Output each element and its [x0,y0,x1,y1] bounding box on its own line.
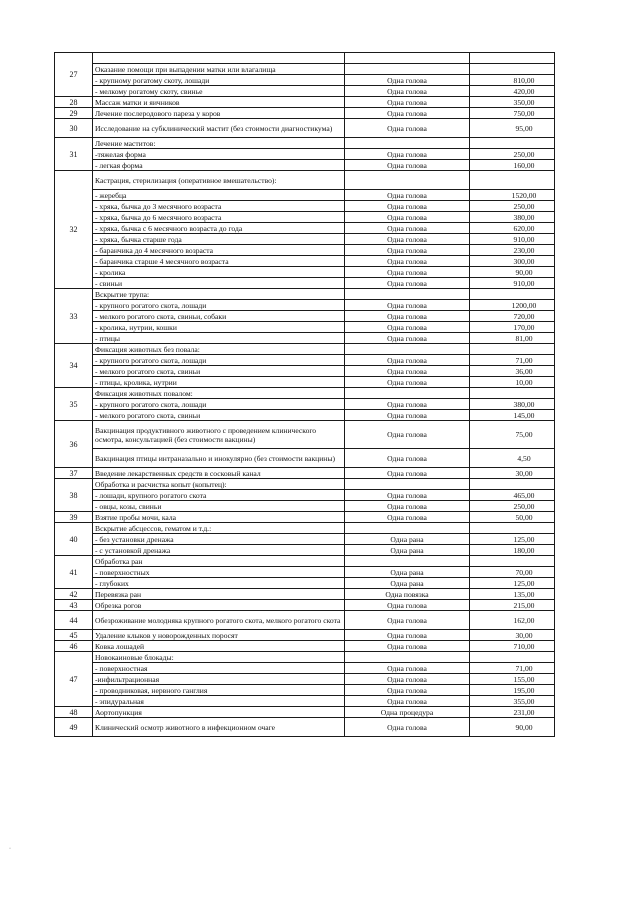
unit-cell: Одна голова [345,333,470,344]
services-table-body [55,53,555,737]
price-cell: 162,00 [470,611,555,630]
service-description: - птицы, кролика, нутрии [93,377,345,388]
item-number: 35 [55,388,93,421]
price-cell: 4,50 [470,449,555,468]
table-row [55,652,555,663]
unit-cell: Одна голова [345,245,470,256]
service-description: - баранчика до 4 месячного возраста [93,245,345,256]
service-description: - крупному рогатому скоту, лошади [93,75,345,86]
unit-cell [345,344,470,355]
service-description: - мелкому рогатому скоту, свинье [93,86,345,97]
unit-cell [345,523,470,534]
service-description: - легкая форма [93,160,345,171]
unit-cell: Одна голова [345,377,470,388]
unit-cell: Одна голова [345,501,470,512]
price-cell: 125,00 [470,578,555,589]
service-description: - мелкого рогатого скота, свиньи, собаки [93,311,345,322]
unit-cell: Одна голова [345,160,470,171]
service-description: - жеребца [93,190,345,201]
table-row [55,267,555,278]
table-row [55,300,555,311]
unit-cell: Одна голова [345,611,470,630]
price-cell [470,479,555,490]
service-description: Вакцинация птицы интраназально и инокулярно (без стоимости вакцины) [93,449,345,468]
price-cell: 10,00 [470,377,555,388]
item-number: 38 [55,479,93,512]
item-number: 48 [55,707,93,718]
price-cell [470,523,555,534]
table-row [55,556,555,567]
price-cell: 50,00 [470,512,555,523]
unit-cell: Одна голова [345,190,470,201]
item-number: 44 [55,611,93,630]
unit-cell [345,138,470,149]
service-description: Обработка ран [93,556,345,567]
table-row [55,201,555,212]
service-description: Перевязка ран [93,589,345,600]
table-row [55,410,555,421]
table-row [55,278,555,289]
services-table [54,52,555,737]
price-cell: 380,00 [470,399,555,410]
price-cell: 420,00 [470,86,555,97]
table-row [55,97,555,108]
unit-cell: Одна голова [345,311,470,322]
unit-cell: Одна повязка [345,589,470,600]
service-description: - лошади, крупного рогатого скота [93,490,345,501]
table-row [55,567,555,578]
service-description: Кастрация, стерилизация (оперативное вмешательство): [93,171,345,190]
price-cell: 620,00 [470,223,555,234]
unit-cell: Одна голова [345,212,470,223]
unit-cell: Одна голова [345,322,470,333]
table-row [55,641,555,652]
table-row [55,707,555,718]
unit-cell: Одна голова [345,630,470,641]
price-cell: 231,00 [470,707,555,718]
table-row [55,421,555,449]
item-number: 32 [55,171,93,289]
price-cell: 250,00 [470,201,555,212]
price-cell: 70,00 [470,567,555,578]
item-number: 49 [55,718,93,737]
price-cell: 90,00 [470,718,555,737]
service-description: Лечение послеродового пареза у коров [93,108,345,119]
unit-cell: Одна голова [345,278,470,289]
service-description: Обезроживание молодняка крупного рогатого скота, мелкого рогатого скота [93,611,345,630]
price-cell: 195,00 [470,685,555,696]
service-description: - баранчика старше 4 месячного возраста [93,256,345,267]
page-mark: · [9,846,11,852]
table-row [55,86,555,97]
service-description: Обрезка рогов [93,600,345,611]
price-cell: 81,00 [470,333,555,344]
unit-cell [345,388,470,399]
price-cell: 30,00 [470,468,555,479]
price-cell [470,53,555,64]
service-description: Фиксация животных без повала: [93,344,345,355]
unit-cell: Одна голова [345,234,470,245]
unit-cell: Одна голова [345,600,470,611]
price-cell: 300,00 [470,256,555,267]
unit-cell: Одна голова [345,674,470,685]
service-description: -инфильтрационная [93,674,345,685]
service-description: - хряка, бычка с 6 месячного возраста до года [93,223,345,234]
service-description: - овцы, козы, свиньи [93,501,345,512]
service-description: - кролика [93,267,345,278]
table-row [55,468,555,479]
table-row [55,611,555,630]
item-number: 34 [55,344,93,388]
table-row [55,160,555,171]
price-cell [470,171,555,190]
price-cell: 710,00 [470,641,555,652]
item-number: 30 [55,119,93,138]
table-row [55,630,555,641]
unit-cell: Одна голова [345,696,470,707]
service-description: Вакцинация продуктивного животного с проведением клинического осмотра, консультацией (без стоимости вакцины) [93,421,345,449]
table-row [55,149,555,160]
service-description: Массаж матки и яичников [93,97,345,108]
service-description: Новокаиновые блокады: [93,652,345,663]
service-description: - крупного рогатого скота, лошади [93,355,345,366]
table-row [55,388,555,399]
unit-cell: Одна голова [345,468,470,479]
item-number: 43 [55,600,93,611]
unit-cell: Одна рана [345,545,470,556]
item-number: 42 [55,589,93,600]
price-cell: 180,00 [470,545,555,556]
price-cell: 71,00 [470,355,555,366]
item-number: 40 [55,523,93,556]
table-row [55,685,555,696]
service-description: - глубоких [93,578,345,589]
table-row [55,479,555,490]
table-row [55,718,555,737]
service-description: Взятие пробы мочи, кала [93,512,345,523]
unit-cell: Одна голова [345,86,470,97]
table-row [55,322,555,333]
price-cell: 910,00 [470,278,555,289]
table-row [55,234,555,245]
table-row [55,696,555,707]
unit-cell: Одна голова [345,355,470,366]
price-cell: 250,00 [470,149,555,160]
table-row [55,523,555,534]
table-row [55,545,555,556]
unit-cell [345,479,470,490]
price-cell: 910,00 [470,234,555,245]
price-cell: 90,00 [470,267,555,278]
price-cell: 230,00 [470,245,555,256]
price-cell: 355,00 [470,696,555,707]
item-number: 47 [55,652,93,707]
unit-cell: Одна голова [345,119,470,138]
service-description: Клинический осмотр животного в инфекционном очаге [93,718,345,737]
price-cell: 75,00 [470,421,555,449]
service-description: - хряка, бычка до 3 месячного возраста [93,201,345,212]
price-cell [470,652,555,663]
unit-cell: Одна голова [345,399,470,410]
service-description: - крупного рогатого скота, лошади [93,300,345,311]
service-description: Введение лекарственных средств в сосковый канал [93,468,345,479]
price-cell: 135,00 [470,589,555,600]
service-description: Лечение маститов: [93,138,345,149]
service-description: - эпидуральная [93,696,345,707]
table-row [55,311,555,322]
service-description: - мелкого рогатого скота, свиньи [93,366,345,377]
table-row [55,366,555,377]
price-cell: 145,00 [470,410,555,421]
unit-cell [345,64,470,75]
service-description: - крупного рогатого скота, лошади [93,399,345,410]
price-cell: 95,00 [470,119,555,138]
unit-cell: Одна голова [345,449,470,468]
unit-cell: Одна голова [345,300,470,311]
price-cell [470,344,555,355]
price-cell [470,289,555,300]
price-cell: 30,00 [470,630,555,641]
service-description: - хряка, бычка до 6 месячного возраста [93,212,345,223]
table-row [55,534,555,545]
table-row [55,512,555,523]
service-description: -тяжелая форма [93,149,345,160]
table-row [55,490,555,501]
price-cell: 215,00 [470,600,555,611]
service-description: Исследование на субклинический мастит (без стоимости диагностикума) [93,119,345,138]
price-cell [470,556,555,567]
unit-cell: Одна голова [345,663,470,674]
unit-cell: Одна голова [345,512,470,523]
table-row [55,212,555,223]
table-row [55,333,555,344]
item-number: 46 [55,641,93,652]
price-cell: 36,00 [470,366,555,377]
item-number: 39 [55,512,93,523]
item-number: 27 [55,53,93,97]
item-number: 41 [55,556,93,589]
table-row [55,399,555,410]
service-description: Вскрытие трупа: [93,289,345,300]
unit-cell [345,53,470,64]
item-number: 45 [55,630,93,641]
service-description: Удаление клыков у новорожденных поросят [93,630,345,641]
table-row [55,223,555,234]
price-cell: 720,00 [470,311,555,322]
table-row [55,589,555,600]
service-description: Вскрытие абсцессов, гематом и т.д.: [93,523,345,534]
unit-cell: Одна голова [345,223,470,234]
price-cell: 380,00 [470,212,555,223]
price-cell [470,138,555,149]
price-cell: 250,00 [470,501,555,512]
service-description: - птицы [93,333,345,344]
unit-cell [345,556,470,567]
table-row [55,108,555,119]
price-cell: 465,00 [470,490,555,501]
price-cell [470,388,555,399]
table-row [55,344,555,355]
unit-cell: Одна голова [345,108,470,119]
service-description: - без установки дренажа [93,534,345,545]
price-cell: 350,00 [470,97,555,108]
service-description: Ковка лошадей [93,641,345,652]
unit-cell: Одна голова [345,267,470,278]
service-description: Аортопункция [93,707,345,718]
item-number: 36 [55,421,93,468]
service-description: - проводниковая, нервного ганглия [93,685,345,696]
unit-cell: Одна голова [345,366,470,377]
price-list [54,52,554,737]
table-row [55,53,555,64]
price-cell: 810,00 [470,75,555,86]
unit-cell [345,652,470,663]
price-cell: 1520,00 [470,190,555,201]
item-number: 28 [55,97,93,108]
service-description: - поверхностная [93,663,345,674]
unit-cell [345,171,470,190]
unit-cell: Одна голова [345,421,470,449]
table-row [55,245,555,256]
table-row [55,75,555,86]
price-cell: 71,00 [470,663,555,674]
unit-cell: Одна голова [345,718,470,737]
table-row [55,501,555,512]
table-row [55,171,555,190]
service-description: - кролика, нутрии, кошки [93,322,345,333]
table-row [55,138,555,149]
unit-cell: Одна голова [345,685,470,696]
service-description: - поверхностных [93,567,345,578]
table-row [55,663,555,674]
item-number: 31 [55,138,93,171]
item-number: 33 [55,289,93,344]
item-number: 29 [55,108,93,119]
unit-cell: Одна рана [345,567,470,578]
service-description: - мелкого рогатого скота, свиньи [93,410,345,421]
unit-cell: Одна рана [345,534,470,545]
service-description: - с установкой дренажа [93,545,345,556]
table-row [55,674,555,685]
item-number: 37 [55,468,93,479]
table-row [55,377,555,388]
price-cell: 155,00 [470,674,555,685]
price-cell: 750,00 [470,108,555,119]
service-description: Оказание помощи при выпадении матки или влагалища [93,64,345,75]
unit-cell: Одна голова [345,641,470,652]
table-row [55,256,555,267]
unit-cell: Одна голова [345,410,470,421]
service-description: - свиньи [93,278,345,289]
table-row [55,578,555,589]
unit-cell: Одна голова [345,201,470,212]
unit-cell: Одна голова [345,490,470,501]
price-cell [470,64,555,75]
table-row [55,289,555,300]
table-row [55,119,555,138]
service-description: Обработка и расчистка копыт (копытец): [93,479,345,490]
service-description: - хряка, бычка старше года [93,234,345,245]
unit-cell [345,289,470,300]
unit-cell: Одна рана [345,578,470,589]
price-cell: 125,00 [470,534,555,545]
price-cell: 160,00 [470,160,555,171]
price-cell: 1200,00 [470,300,555,311]
unit-cell: Одна процедура [345,707,470,718]
table-row [55,64,555,75]
table-row [55,600,555,611]
unit-cell: Одна голова [345,149,470,160]
table-row [55,190,555,201]
service-description [93,53,345,64]
price-cell: 170,00 [470,322,555,333]
unit-cell: Одна голова [345,75,470,86]
table-row [55,355,555,366]
service-description: Фиксация животных повалом: [93,388,345,399]
unit-cell: Одна голова [345,97,470,108]
table-row [55,449,555,468]
unit-cell: Одна голова [345,256,470,267]
